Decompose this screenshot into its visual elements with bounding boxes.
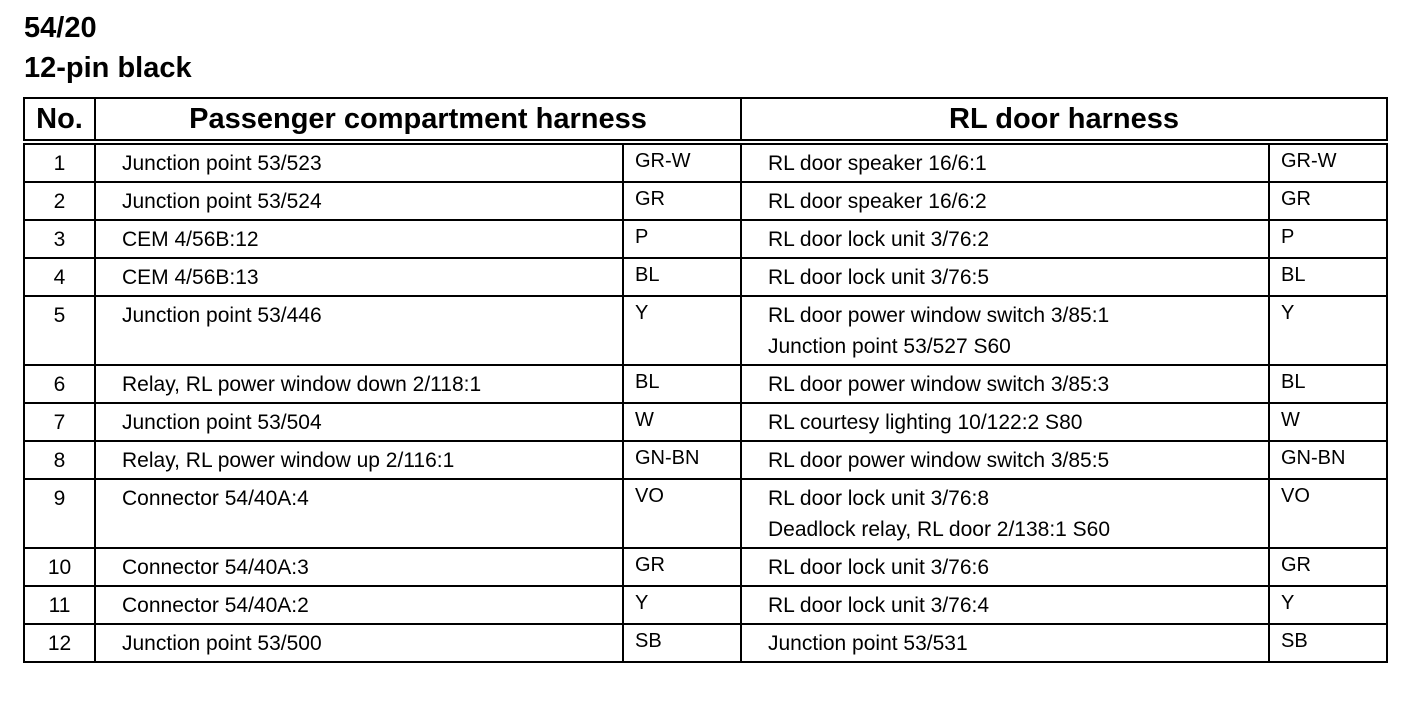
passenger-harness-destination bbox=[95, 296, 623, 365]
connector-code: 54/20 bbox=[24, 12, 97, 44]
table-row bbox=[24, 548, 1387, 586]
passenger-destination-line: Junction point 53/523 bbox=[122, 152, 322, 175]
passenger-harness-destination bbox=[95, 258, 623, 296]
door-wire-color: SB bbox=[1269, 624, 1387, 662]
passenger-harness-destination bbox=[95, 182, 623, 220]
passenger-destination-line: Junction point 53/504 bbox=[122, 411, 322, 434]
pin-number: 3 bbox=[24, 220, 95, 258]
pin-number: 11 bbox=[24, 586, 95, 624]
table-row bbox=[24, 296, 1387, 365]
pin-number: 12 bbox=[24, 624, 95, 662]
header-door-harness: RL door harness bbox=[741, 98, 1387, 142]
door-harness-destination bbox=[741, 220, 1269, 258]
door-wire-color: BL bbox=[1269, 258, 1387, 296]
passenger-harness-destination bbox=[95, 142, 623, 182]
door-wire-color: GR bbox=[1269, 548, 1387, 586]
door-wire-color: W bbox=[1269, 403, 1387, 441]
passenger-wire-color: W bbox=[623, 403, 741, 441]
passenger-wire-color: Y bbox=[623, 586, 741, 624]
door-destination-line: RL door lock unit 3/76:5 bbox=[768, 266, 990, 289]
table-row bbox=[24, 586, 1387, 624]
door-destination-line: Junction point 53/527 S60 bbox=[768, 335, 1011, 358]
passenger-harness-destination bbox=[95, 479, 623, 548]
passenger-harness-destination bbox=[95, 586, 623, 624]
passenger-wire-color: BL bbox=[623, 365, 741, 403]
passenger-wire-color: GR-W bbox=[623, 142, 741, 182]
pin-number: 2 bbox=[24, 182, 95, 220]
pin-number: 1 bbox=[24, 142, 95, 182]
passenger-wire-color: SB bbox=[623, 624, 741, 662]
passenger-wire-color: GR bbox=[623, 182, 741, 220]
door-wire-color: GR-W bbox=[1269, 142, 1387, 182]
door-harness-destination bbox=[741, 296, 1269, 365]
passenger-wire-color: GR bbox=[623, 548, 741, 586]
door-destination-line: Deadlock relay, RL door 2/138:1 S60 bbox=[768, 518, 1111, 541]
passenger-wire-color: P bbox=[623, 220, 741, 258]
header-passenger-harness: Passenger compartment harness bbox=[95, 98, 741, 142]
passenger-wire-color: GN-BN bbox=[623, 441, 741, 479]
passenger-wire-color: BL bbox=[623, 258, 741, 296]
door-wire-color: Y bbox=[1269, 296, 1387, 365]
table-row bbox=[24, 441, 1387, 479]
door-harness-destination bbox=[741, 142, 1269, 182]
table-row bbox=[24, 365, 1387, 403]
door-harness-destination bbox=[741, 548, 1269, 586]
pin-number: 10 bbox=[24, 548, 95, 586]
pin-number: 7 bbox=[24, 403, 95, 441]
connector-description: 12-pin black bbox=[24, 52, 192, 84]
door-destination-line: RL door speaker 16/6:2 bbox=[768, 190, 987, 213]
door-destination-line: RL door lock unit 3/76:6 bbox=[768, 556, 990, 579]
passenger-harness-destination bbox=[95, 220, 623, 258]
door-destination-line: RL door lock unit 3/76:4 bbox=[768, 594, 990, 617]
pin-number: 6 bbox=[24, 365, 95, 403]
door-harness-destination bbox=[741, 586, 1269, 624]
door-harness-destination bbox=[741, 441, 1269, 479]
pin-number: 5 bbox=[24, 296, 95, 365]
passenger-harness-destination bbox=[95, 548, 623, 586]
door-harness-destination bbox=[741, 403, 1269, 441]
passenger-destination-line: Connector 54/40A:2 bbox=[122, 594, 309, 617]
pin-table bbox=[23, 97, 1388, 663]
door-destination-line: RL courtesy lighting 10/122:2 S80 bbox=[768, 411, 1083, 434]
passenger-wire-color: Y bbox=[623, 296, 741, 365]
passenger-destination-line: Connector 54/40A:3 bbox=[122, 556, 309, 579]
door-harness-destination bbox=[741, 365, 1269, 403]
door-wire-color: GR bbox=[1269, 182, 1387, 220]
door-destination-line: Junction point 53/531 bbox=[768, 632, 968, 655]
passenger-destination-line: CEM 4/56B:12 bbox=[122, 228, 259, 251]
passenger-harness-destination bbox=[95, 403, 623, 441]
door-destination-line: RL door lock unit 3/76:8 bbox=[768, 487, 990, 510]
passenger-destination-line: Junction point 53/500 bbox=[122, 632, 322, 655]
door-destination-line: RL door power window switch 3/85:5 bbox=[768, 449, 1110, 472]
pin-number: 8 bbox=[24, 441, 95, 479]
door-wire-color: VO bbox=[1269, 479, 1387, 548]
door-wire-color: P bbox=[1269, 220, 1387, 258]
header-row bbox=[24, 98, 1387, 142]
door-destination-line: RL door power window switch 3/85:1 bbox=[768, 304, 1110, 327]
door-harness-destination bbox=[741, 624, 1269, 662]
door-wire-color: GN-BN bbox=[1269, 441, 1387, 479]
header-no: No. bbox=[24, 98, 95, 142]
table-row bbox=[24, 479, 1387, 548]
door-harness-destination bbox=[741, 479, 1269, 548]
door-destination-line: RL door power window switch 3/85:3 bbox=[768, 373, 1110, 396]
door-harness-destination bbox=[741, 182, 1269, 220]
passenger-destination-line: Junction point 53/446 bbox=[122, 304, 322, 327]
table-row bbox=[24, 258, 1387, 296]
passenger-destination-line: Junction point 53/524 bbox=[122, 190, 322, 213]
passenger-destination-line: Relay, RL power window up 2/116:1 bbox=[122, 449, 455, 472]
door-destination-line: RL door speaker 16/6:1 bbox=[768, 152, 987, 175]
passenger-harness-destination bbox=[95, 441, 623, 479]
pin-number: 4 bbox=[24, 258, 95, 296]
passenger-harness-destination bbox=[95, 365, 623, 403]
passenger-destination-line: Connector 54/40A:4 bbox=[122, 487, 309, 510]
table-row bbox=[24, 220, 1387, 258]
door-harness-destination bbox=[741, 258, 1269, 296]
pin-number: 9 bbox=[24, 479, 95, 548]
door-wire-color: BL bbox=[1269, 365, 1387, 403]
passenger-destination-line: Relay, RL power window down 2/118:1 bbox=[122, 373, 482, 396]
table-row bbox=[24, 142, 1387, 182]
table-row bbox=[24, 624, 1387, 662]
passenger-wire-color: VO bbox=[623, 479, 741, 548]
table-row bbox=[24, 403, 1387, 441]
table-body bbox=[24, 142, 1387, 662]
door-wire-color: Y bbox=[1269, 586, 1387, 624]
table-row bbox=[24, 182, 1387, 220]
door-destination-line: RL door lock unit 3/76:2 bbox=[768, 228, 990, 251]
passenger-destination-line: CEM 4/56B:13 bbox=[122, 266, 259, 289]
passenger-harness-destination bbox=[95, 624, 623, 662]
